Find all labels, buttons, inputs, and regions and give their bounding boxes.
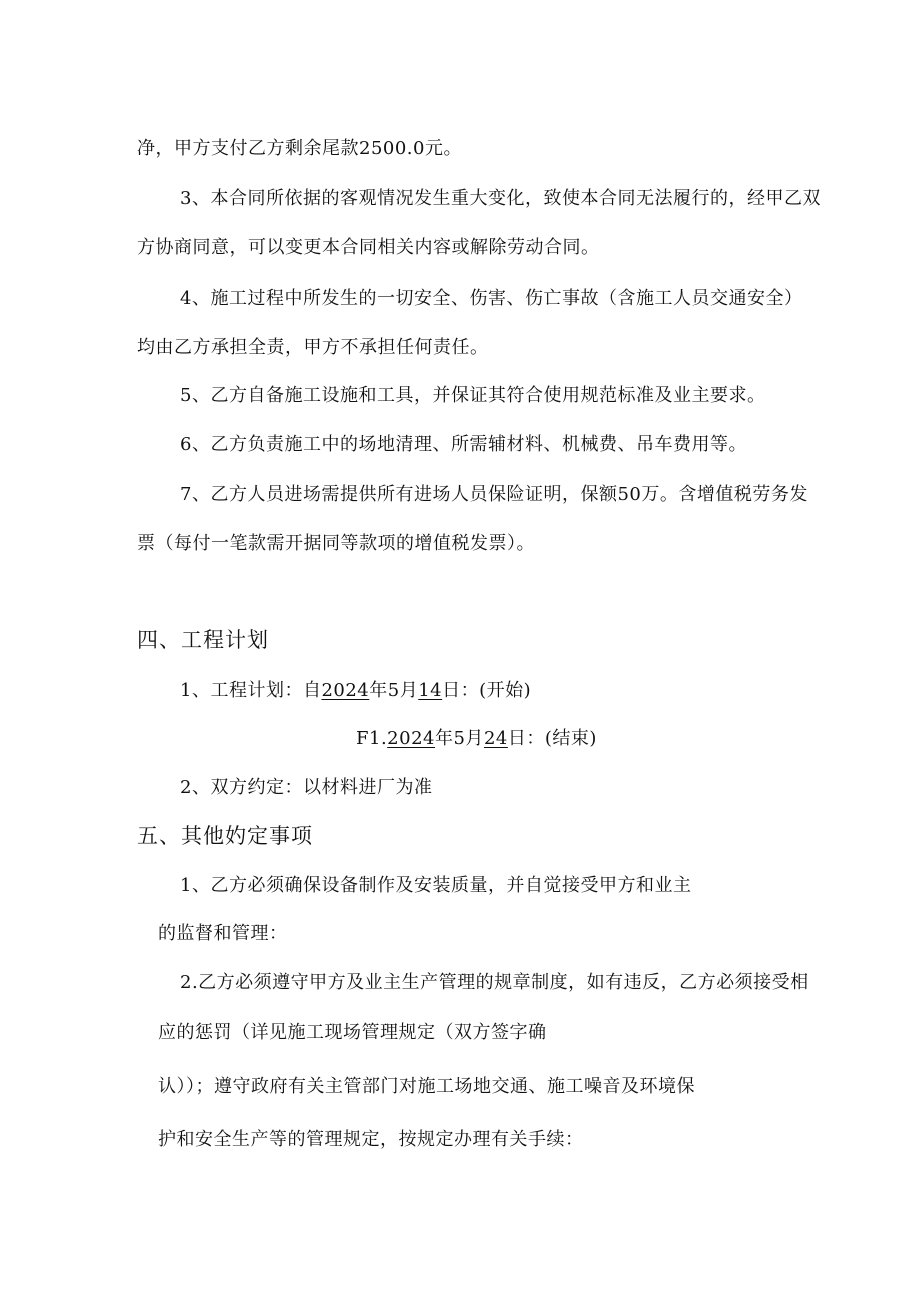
payment-balance-line: 净，甲方支付乙方剩余尾款2500.0元。 (137, 138, 462, 159)
clause-4-line-2: 均由乙方承担全责，甲方不承担任何责任。 (137, 337, 489, 358)
schedule-start-month: 年5月 (369, 680, 419, 701)
schedule-start-day: 14 (418, 680, 443, 701)
other-clause-2-line-4: 护和安全生产等的管理规定，按规定办理有关手续： (158, 1129, 584, 1150)
other-clause-1-line-1: 1、乙方必须确保设备制作及安装质量，并自觉接受甲方和业主 (180, 875, 692, 896)
schedule-start-line (180, 679, 531, 703)
schedule-start-prefix: 1、工程计划：自 (180, 680, 322, 701)
clause-5-line: 5、乙方自备施工设施和工具，并保证其符合使用规范标准及业主要求。 (180, 385, 766, 406)
schedule-end-year: 2024 (387, 728, 435, 749)
schedule-end-line (356, 727, 597, 751)
other-clause-1-line-2: 的监督和管理： (158, 923, 288, 944)
schedule-end-month: 年5月 (434, 728, 484, 749)
other-clause-2-line-1: 2.乙方必须遵守甲方及业主生产管理的规章制度，如有违反，乙方必须接受相 (180, 972, 809, 993)
schedule-end-suffix: 日：(结束) (507, 728, 597, 749)
other-clause-2-line-3: 认））；遵守政府有关主管部门对施工场地交通、施工噪音及环境保 (158, 1076, 695, 1097)
section-4-heading: 四、工程计划 (137, 628, 269, 652)
clause-3-line-2: 方协商同意，可以变更本合同相关内容或解除劳动合同。 (137, 237, 600, 258)
schedule-start-year: 2024 (321, 680, 370, 701)
clause-4-line-1: 4、施工过程中所发生的一切安全、伤害、伤亡事故（含施工人员交通安全） (180, 288, 803, 309)
clause-7-line-2: 票（每付一笔款需开据同等款项的增值税发票）。 (137, 533, 535, 554)
clause-3-line-1: 3、本合同所依据的客观情况发生重大变化，致使本合同无法履行的，经甲乙双 (180, 188, 821, 209)
schedule-end-prefix: F1. (356, 728, 388, 749)
schedule-agreement-line: 2、双方约定：以材料进厂为准 (180, 777, 433, 798)
section-5-heading: 五、其他妁定事项 (137, 824, 313, 848)
schedule-start-suffix: 日：(开始) (442, 680, 532, 701)
other-clause-2-line-2: 应的惩罚（详见施工现场管理规定（双方签字确 (158, 1022, 547, 1043)
clause-6-line: 6、乙方负责施工中的场地清理、所需辅材料、机械费、吊车费用等。 (180, 434, 747, 455)
clause-7-line-1: 7、乙方人员进场需提供所有进场人员保险证明，保额50万。含增值税劳务发 (180, 484, 808, 505)
schedule-end-day: 24 (483, 728, 508, 749)
